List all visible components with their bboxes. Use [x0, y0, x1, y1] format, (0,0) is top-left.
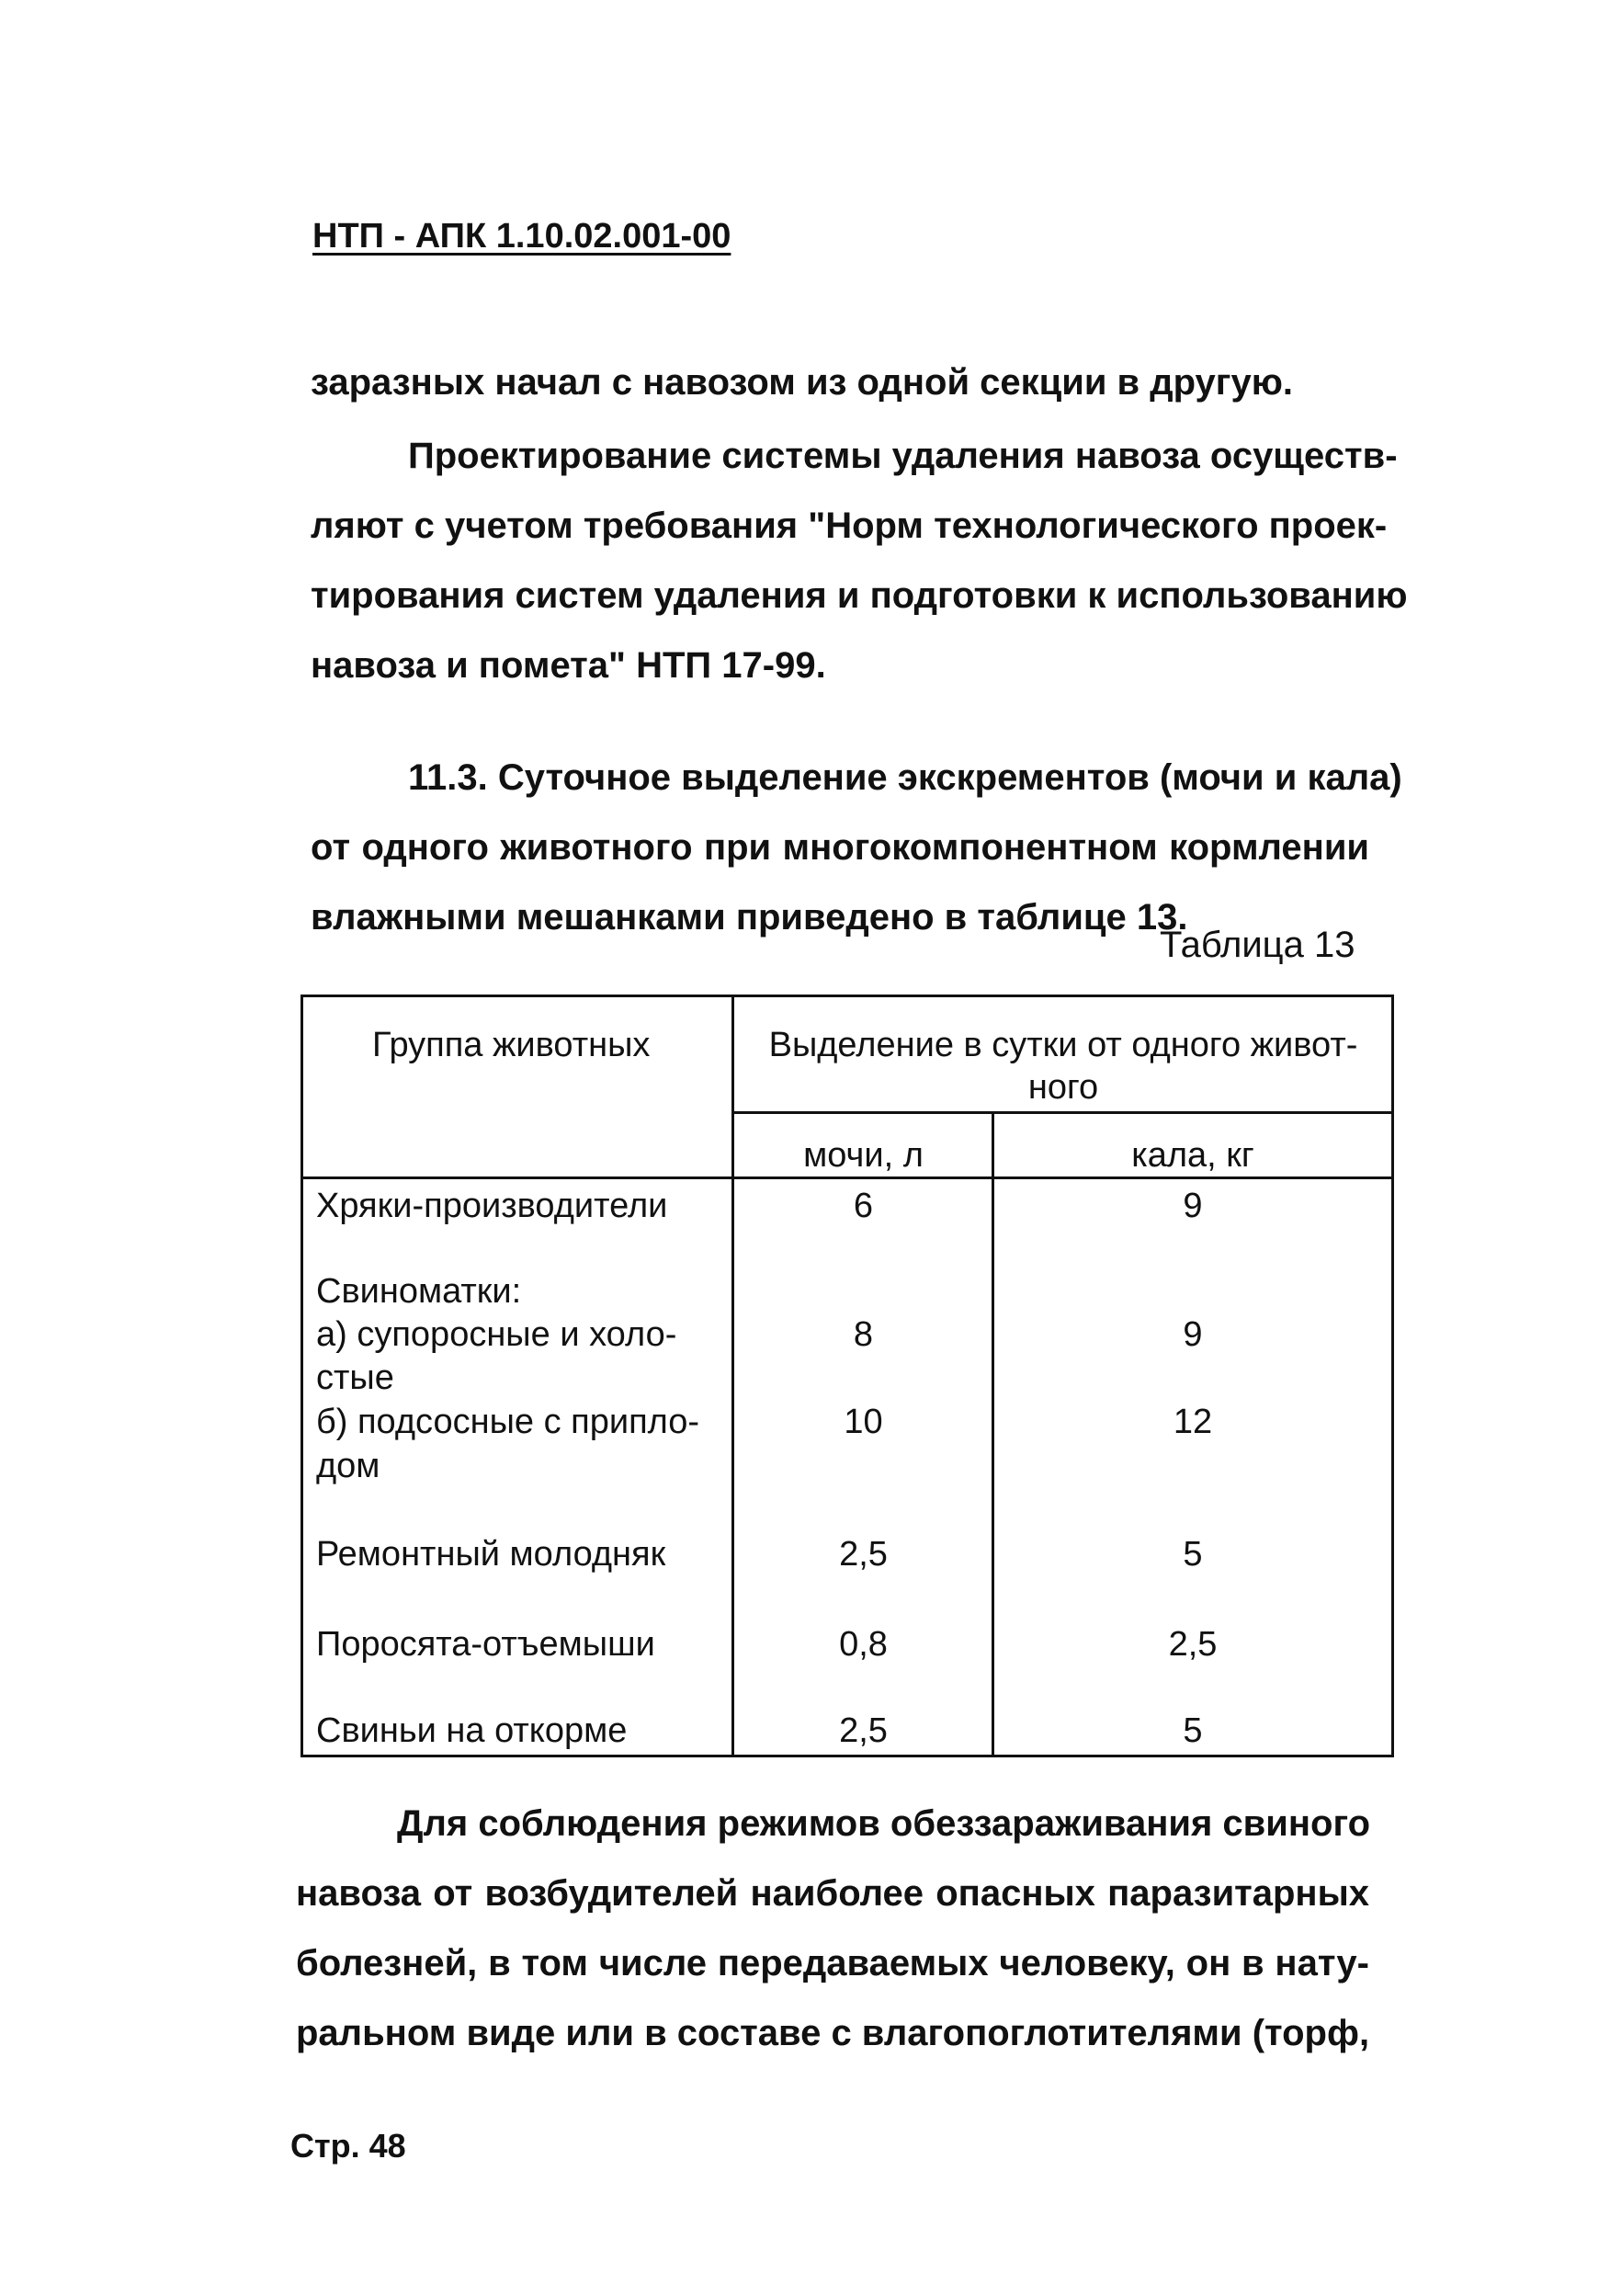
document-header: НТП - АПК 1.10.02.001-00 [312, 217, 731, 256]
paragraph-closing-line-4: ральном виде или в составе с влагопоглотителями (торф, [296, 2013, 1370, 2053]
table-row-7-feces: 5 [1183, 1535, 1203, 1574]
table-row-9-group: Свиньи на откорме [316, 1711, 628, 1750]
table-divider-body [303, 1176, 1391, 1179]
table-header-output-line-2: ного [1027, 1068, 1099, 1107]
table-row-6-group: дом [316, 1447, 380, 1485]
table-row-8-urine: 0,8 [839, 1625, 888, 1664]
table-row-3-group: а) супоросные и холо- [316, 1315, 677, 1354]
table-row-3-feces: 9 [1183, 1315, 1203, 1354]
page-number: Стр. 48 [290, 2127, 406, 2165]
table-divider-subheader [731, 1111, 1391, 1114]
paragraph-design-line-3: тирования систем удаления и подготовки к использованию [311, 575, 1408, 616]
table-row-1-group: Хряки-производители [316, 1187, 668, 1225]
paragraph-closing-line-3: болезней, в том числе передаваемых человеку, он в нату- [296, 1943, 1369, 1983]
table-row-4-group: стые [316, 1358, 394, 1397]
table-header-feces: кала, кг [1131, 1136, 1254, 1175]
table-header-output-line-1: Выделение в сутки от одного живот- [768, 1026, 1358, 1064]
table-header-urine: мочи, л [803, 1136, 924, 1175]
paragraph-excrement-line-2: от одного животного при многокомпонентном кормлении [311, 827, 1369, 868]
table-row-1-urine: 6 [853, 1187, 874, 1225]
table-row-8-group: Поросята-отъемыши [316, 1625, 655, 1664]
table-row-5-urine: 10 [844, 1403, 883, 1441]
table-row-7-urine: 2,5 [839, 1535, 888, 1574]
paragraph-intro-line: заразных начал с навозом из одной секции в другую. [311, 362, 1293, 403]
paragraph-closing-line-2: навоза от возбудителей наиболее опасных паразитарных [296, 1873, 1369, 1914]
table-row-2-group: Свиноматки: [316, 1272, 522, 1311]
table-row-9-urine: 2,5 [839, 1711, 888, 1750]
table-row-9-feces: 5 [1183, 1711, 1203, 1750]
table-row-5-group: б) подсосные с припло- [316, 1403, 700, 1441]
paragraph-excrement-line-3: влажными мешанками приведено в таблице 13. [311, 897, 1188, 938]
table-row-8-feces: 2,5 [1168, 1625, 1218, 1664]
table-row-5-feces: 12 [1173, 1403, 1213, 1441]
table-header-group: Группа животных [372, 1026, 651, 1064]
animal-excrement-table [300, 995, 1394, 1757]
paragraph-excrement-line-1: 11.3. Суточное выделение экскрементов (мочи и кала) [408, 757, 1402, 798]
paragraph-design-line-4: навоза и помета" НТП 17-99. [311, 645, 826, 686]
table-row-1-feces: 9 [1183, 1187, 1203, 1225]
paragraph-design-line-1: Проектирование системы удаления навоза осуществ- [408, 436, 1398, 476]
table-row-3-urine: 8 [853, 1315, 874, 1354]
paragraph-design-line-2: ляют с учетом требования "Норм технологического проек- [311, 506, 1388, 546]
table-row-7-group: Ремонтный молодняк [316, 1535, 666, 1574]
paragraph-closing-line-1: Для соблюдения режимов обеззараживания свиного [397, 1803, 1371, 1844]
table-caption: Таблица 13 [1160, 925, 1355, 965]
